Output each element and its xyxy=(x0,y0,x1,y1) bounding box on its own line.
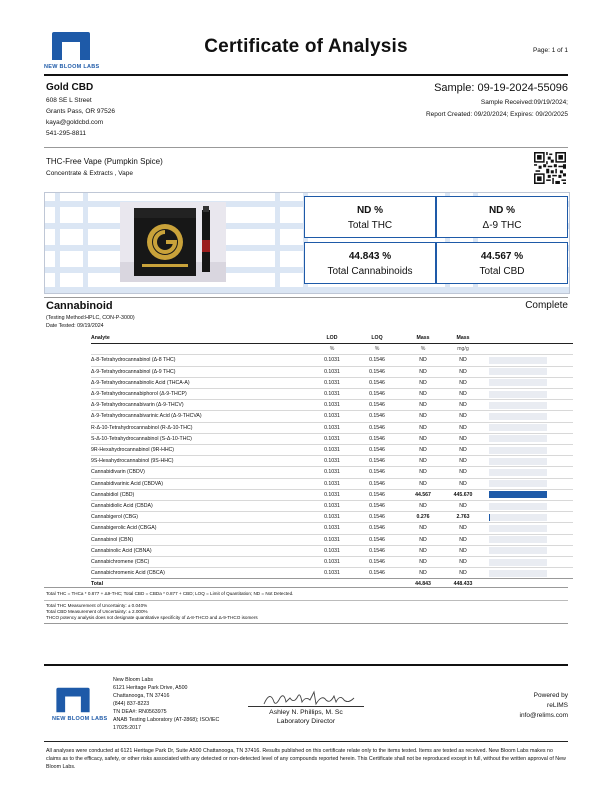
lod-cell: 0.1031 xyxy=(313,568,351,579)
sample-reported: Report Created: 09/20/2024; Expires: 09/20/2025 xyxy=(425,111,568,118)
note-thco: THCO potency analysis does not designate quantitative specificity of Δ-8-THCO and Δ-9-THCO isomers xyxy=(46,615,258,620)
result-bar-track xyxy=(489,525,547,532)
loq-cell: 0.1546 xyxy=(351,366,403,377)
total-mass-mg: 448.433 xyxy=(443,579,483,590)
total-cbd-value: 44.567 % xyxy=(480,251,524,262)
mass-mg-cell: ND xyxy=(443,523,483,534)
loq-cell: 0.1546 xyxy=(351,512,403,523)
total-cannabinoids-value: 44.843 % xyxy=(348,251,392,262)
mass-pct-cell: ND xyxy=(403,557,443,568)
qr-code-icon[interactable] xyxy=(534,152,566,184)
mass-pct-cell: ND xyxy=(403,501,443,512)
mass-pct-cell: ND xyxy=(403,400,443,411)
result-bar-cell xyxy=(483,523,573,534)
loq-cell: 0.1546 xyxy=(351,557,403,568)
table-row xyxy=(91,355,573,366)
total-thc-card xyxy=(304,196,436,238)
lod-cell: 0.1031 xyxy=(313,355,351,366)
results-table xyxy=(91,333,573,590)
mass-mg-cell: 2.763 xyxy=(443,512,483,523)
col-mass-mg: Mass xyxy=(443,333,483,344)
table-row xyxy=(91,568,573,579)
analyte-cell: Cannabidiol (CBD) xyxy=(91,489,313,500)
table-row xyxy=(91,445,573,456)
loq-cell: 0.1546 xyxy=(351,411,403,422)
result-bar-cell xyxy=(483,389,573,400)
testing-method: (Testing Method:HPLC, CON-P-3000) xyxy=(46,315,135,321)
result-bar-track xyxy=(489,447,547,454)
header-logo-text: NEW BLOOM LABS xyxy=(44,64,100,70)
lod-cell: 0.1031 xyxy=(313,501,351,512)
mass-mg-cell: ND xyxy=(443,411,483,422)
analyte-cell: Cannabinol (CBN) xyxy=(91,534,313,545)
table-row xyxy=(91,389,573,400)
result-bar-track xyxy=(489,458,547,465)
analyte-cell: S-Δ-10-Tetrahydrocannabinol (S-Δ-10-THC) xyxy=(91,433,313,444)
lod-cell: 0.1031 xyxy=(313,366,351,377)
mass-mg-cell: ND xyxy=(443,377,483,388)
lab-line-4: (844) 837-8223 xyxy=(113,701,150,707)
table-row xyxy=(91,478,573,489)
table-row xyxy=(91,512,573,523)
total-thc-value: ND % xyxy=(356,205,384,216)
result-bar-cell xyxy=(483,512,573,523)
signer-title: Laboratory Director xyxy=(276,718,336,725)
result-bar-track xyxy=(489,536,547,543)
result-bar-cell xyxy=(483,456,573,467)
section-status: Complete xyxy=(525,300,568,311)
d9-thc-label: Δ-9 THC xyxy=(482,220,522,231)
powered-by-label: Powered by xyxy=(533,692,568,699)
analyte-cell: 9S-Hexahydrocannabinol (9S-HHC) xyxy=(91,456,313,467)
product-category: Concentrate & Extracts , Vape xyxy=(46,170,133,177)
table-row xyxy=(91,534,573,545)
product-photo xyxy=(120,202,226,282)
result-bar-track xyxy=(489,368,547,375)
page-title: Certificate of Analysis xyxy=(204,36,408,57)
lod-cell: 0.1031 xyxy=(313,557,351,568)
note-thc-uncertainty: Total THC Measurement of Uncertainty: ± 0.040% xyxy=(46,603,148,608)
result-bar-track xyxy=(489,379,547,386)
product-name: THC-Free Vape (Pumpkin Spice) xyxy=(46,157,163,166)
result-bar-track xyxy=(489,357,547,364)
section-divider xyxy=(44,297,568,298)
analyte-cell: Δ-9-Tetrahydrocannabivarin (Δ-9-THCV) xyxy=(91,400,313,411)
header-divider xyxy=(44,74,568,76)
result-bar-cell xyxy=(483,377,573,388)
mass-mg-cell: ND xyxy=(443,557,483,568)
client-phone: 541-295-8811 xyxy=(46,130,86,137)
mass-pct-cell: ND xyxy=(403,433,443,444)
notes-divider xyxy=(44,587,568,588)
client-email: kaya@goldcbd.com xyxy=(46,119,104,126)
table-row xyxy=(91,545,573,556)
table-row xyxy=(91,400,573,411)
analyte-cell: Cannabigerol (CBG) xyxy=(91,512,313,523)
notes-bottom-divider xyxy=(44,623,568,624)
table-row xyxy=(91,366,573,377)
note-formula: Total THC = THCa * 0.877 + Δ9-THC; Total CBD = CBDa * 0.877 + CBD; LOQ = Limit of Quantitation; ND = Not Detected. xyxy=(46,591,294,596)
result-bar-cell xyxy=(483,545,573,556)
table-row xyxy=(91,433,573,444)
result-bar-fill xyxy=(489,491,547,498)
mass-pct-cell: ND xyxy=(403,568,443,579)
mass-mg-cell: ND xyxy=(443,389,483,400)
result-bar-track xyxy=(489,435,547,442)
total-lod xyxy=(313,579,351,590)
analyte-cell: Cannabidivarin (CBDV) xyxy=(91,467,313,478)
date-tested: Date Tested: 09/19/2024 xyxy=(46,323,104,329)
analyte-cell: Cannabichromenic Acid (CBCA) xyxy=(91,568,313,579)
lab-line-7: 17025:2017 xyxy=(113,725,141,731)
lod-cell: 0.1031 xyxy=(313,534,351,545)
lab-line-6: ANAB Testing Laboratory (AT-2868); ISO/IEC xyxy=(113,717,220,723)
mass-mg-cell: ND xyxy=(443,545,483,556)
mass-mg-cell: 445.670 xyxy=(443,489,483,500)
mass-mg-cell: ND xyxy=(443,501,483,512)
mass-mg-cell: ND xyxy=(443,478,483,489)
result-bar-cell xyxy=(483,422,573,433)
notes-divider-2 xyxy=(44,600,568,601)
total-label: Total xyxy=(91,579,313,590)
result-bar-cell xyxy=(483,355,573,366)
lod-cell: 0.1031 xyxy=(313,456,351,467)
sample-received: Sample Received:09/19/2024; xyxy=(480,99,568,106)
client-address1: 608 SE L Street xyxy=(46,97,92,104)
col-bar xyxy=(483,333,573,344)
table-row xyxy=(91,467,573,478)
loq-cell: 0.1546 xyxy=(351,545,403,556)
page-number: Page: 1 of 1 xyxy=(532,47,568,54)
loq-cell: 0.1546 xyxy=(351,433,403,444)
analyte-cell: Cannabigerolic Acid (CBGA) xyxy=(91,523,313,534)
result-bar-cell xyxy=(483,411,573,422)
mass-pct-cell: ND xyxy=(403,445,443,456)
loq-cell: 0.1546 xyxy=(351,445,403,456)
mass-pct-cell: ND xyxy=(403,422,443,433)
col-mass-pct: Mass xyxy=(403,333,443,344)
results-body xyxy=(91,355,573,579)
mass-mg-cell: ND xyxy=(443,433,483,444)
analyte-cell: 9R-Hexahydrocannabinol (9R-HHC) xyxy=(91,445,313,456)
footer-logo-text: NEW BLOOM LABS xyxy=(52,716,108,722)
analyte-cell: Cannabidiolic Acid (CBDA) xyxy=(91,501,313,512)
loq-cell: 0.1546 xyxy=(351,523,403,534)
table-row xyxy=(91,557,573,568)
result-bar-track xyxy=(489,559,547,566)
analyte-cell: Cannabichromene (CBC) xyxy=(91,557,313,568)
result-bar-track xyxy=(489,469,547,476)
result-bar-track xyxy=(489,570,547,577)
mass-pct-cell: ND xyxy=(403,456,443,467)
table-row xyxy=(91,501,573,512)
table-row xyxy=(91,411,573,422)
mass-mg-cell: ND xyxy=(443,456,483,467)
mass-pct-cell: ND xyxy=(403,411,443,422)
loq-cell: 0.1546 xyxy=(351,534,403,545)
result-bar-track xyxy=(489,547,547,554)
analyte-cell: Δ-8-Tetrahydrocannabinol (Δ-8 THC) xyxy=(91,355,313,366)
result-bar-track xyxy=(489,503,547,510)
loq-cell: 0.1546 xyxy=(351,422,403,433)
result-bar-cell xyxy=(483,557,573,568)
signature-line xyxy=(248,706,364,707)
result-bar-track xyxy=(489,424,547,431)
analyte-cell: Cannabidivarinic Acid (CBDVA) xyxy=(91,478,313,489)
loq-cell: 0.1546 xyxy=(351,400,403,411)
mass-mg-cell: ND xyxy=(443,534,483,545)
powered-by-name: reLIMS xyxy=(547,702,568,709)
mass-mg-cell: ND xyxy=(443,568,483,579)
unit-mass-pct: % xyxy=(420,346,426,353)
loq-cell: 0.1546 xyxy=(351,355,403,366)
mass-pct-cell: ND xyxy=(403,366,443,377)
signer-name: Ashley N. Phillips, M. Sc xyxy=(269,709,343,716)
result-bar-track xyxy=(489,413,547,420)
unit-lod: % xyxy=(329,346,335,353)
loq-cell: 0.1546 xyxy=(351,467,403,478)
total-cannabinoids-card xyxy=(304,242,436,284)
result-bar-cell xyxy=(483,534,573,545)
table-row xyxy=(91,489,573,500)
col-lod: LOD xyxy=(313,333,351,344)
result-bar-cell xyxy=(483,445,573,456)
col-loq: LOQ xyxy=(351,333,403,344)
mass-pct-cell: ND xyxy=(403,545,443,556)
mass-pct-cell: ND xyxy=(403,377,443,388)
mass-mg-cell: ND xyxy=(443,422,483,433)
total-thc-label: Total THC xyxy=(347,220,393,231)
mass-pct-cell: ND xyxy=(403,478,443,489)
mass-pct-cell: ND xyxy=(403,355,443,366)
lod-cell: 0.1031 xyxy=(313,389,351,400)
signature-image xyxy=(262,688,358,708)
result-bar-cell xyxy=(483,400,573,411)
table-row xyxy=(91,422,573,433)
lod-cell: 0.1031 xyxy=(313,400,351,411)
loq-cell: 0.1546 xyxy=(351,501,403,512)
result-bar-cell xyxy=(483,366,573,377)
lod-cell: 0.1031 xyxy=(313,433,351,444)
result-bar-track xyxy=(489,480,547,487)
analyte-cell: Cannabinolic Acid (CBNA) xyxy=(91,545,313,556)
total-mass-pct: 44.843 xyxy=(403,579,443,590)
analyte-cell: Δ-9-Tetrahydrocannabiphorol (Δ-9-THCP) xyxy=(91,389,313,400)
result-bar-cell xyxy=(483,478,573,489)
analyte-cell: Δ-9-Tetrahydrocannabinolic Acid (THCA-A) xyxy=(91,377,313,388)
mass-pct-cell: 44.567 xyxy=(403,489,443,500)
result-bar-track xyxy=(489,391,547,398)
note-cbd-uncertainty: Total CBD Measurement of Uncertainty: ± 2.000% xyxy=(46,609,148,614)
loq-cell: 0.1546 xyxy=(351,478,403,489)
unit-bar xyxy=(483,344,573,355)
loq-cell: 0.1546 xyxy=(351,377,403,388)
mass-mg-cell: ND xyxy=(443,355,483,366)
mass-mg-cell: ND xyxy=(443,400,483,411)
loq-cell: 0.1546 xyxy=(351,389,403,400)
mass-mg-cell: ND xyxy=(443,366,483,377)
lod-cell: 0.1031 xyxy=(313,377,351,388)
table-row xyxy=(91,377,573,388)
disclaimer-text: All analyses were conducted at 6121 Heritage Park Dr, Suite A500 Chattanooga, TN 37416. Results published on this certificate relate only to the items tested. Items are tested as received. New Bloom Labs makes no claims as to the efficacy, safety, or other risks associated with any detected or non-detected level of any compounds reported herein. This Certificate shall not be reproduced except in full, without the written approval of New Bloom Labs. xyxy=(46,748,566,770)
unit-mass-mg: mg/g xyxy=(457,346,469,353)
mass-pct-cell: ND xyxy=(403,523,443,534)
footer-logo-icon xyxy=(54,686,92,714)
total-loq xyxy=(351,579,403,590)
results-units-row xyxy=(91,344,573,355)
total-cbd-card xyxy=(436,242,568,284)
powered-by-email[interactable]: info@relims.com xyxy=(519,712,568,719)
result-bar-cell xyxy=(483,568,573,579)
section-title: Cannabinoid xyxy=(46,300,113,312)
d9-thc-card xyxy=(436,196,568,238)
lod-cell: 0.1031 xyxy=(313,545,351,556)
lab-line-5: TN DEA#: RN0563975 xyxy=(113,709,167,715)
table-row xyxy=(91,456,573,467)
results-header-row xyxy=(91,333,573,344)
mass-pct-cell: 0.276 xyxy=(403,512,443,523)
result-bar-fill xyxy=(489,514,490,521)
d9-thc-value: ND % xyxy=(488,205,516,216)
lod-cell: 0.1031 xyxy=(313,489,351,500)
lab-line-1: New Bloom Labs xyxy=(113,677,154,683)
loq-cell: 0.1546 xyxy=(351,489,403,500)
result-bar-cell xyxy=(483,467,573,478)
analyte-cell: Δ-9-Tetrahydrocannabivarinic Acid (Δ-9-THCVA) xyxy=(91,411,313,422)
mass-pct-cell: ND xyxy=(403,389,443,400)
mass-pct-cell: ND xyxy=(403,467,443,478)
result-bar-track xyxy=(489,402,547,409)
loq-cell: 0.1546 xyxy=(351,456,403,467)
table-row xyxy=(91,523,573,534)
lab-line-2: 6121 Heritage Park Drive, A500 xyxy=(113,685,188,691)
loq-cell: 0.1546 xyxy=(351,568,403,579)
mass-mg-cell: ND xyxy=(443,445,483,456)
client-name: Gold CBD xyxy=(46,82,94,93)
unit-loq: % xyxy=(374,346,380,353)
result-bar-cell xyxy=(483,433,573,444)
lod-cell: 0.1031 xyxy=(313,512,351,523)
results-total-row xyxy=(91,579,573,590)
lod-cell: 0.1031 xyxy=(313,523,351,534)
lod-cell: 0.1031 xyxy=(313,422,351,433)
result-bar-track xyxy=(489,514,547,521)
analyte-cell: R-Δ-10-Tetrahydrocannabinol (R-Δ-10-THC) xyxy=(91,422,313,433)
disclaimer-divider xyxy=(44,741,568,742)
unit-analyte xyxy=(91,344,313,355)
lod-cell: 0.1031 xyxy=(313,478,351,489)
lod-cell: 0.1031 xyxy=(313,411,351,422)
lod-cell: 0.1031 xyxy=(313,445,351,456)
result-bar-cell xyxy=(483,489,573,500)
mass-mg-cell: ND xyxy=(443,467,483,478)
lab-line-3: Chattanooga, TN 37416 xyxy=(113,693,170,699)
client-divider xyxy=(44,147,568,148)
total-cbd-label: Total CBD xyxy=(479,266,525,277)
col-analyte: Analyte xyxy=(91,333,313,344)
client-address2: Grants Pass, OR 97526 xyxy=(46,108,116,115)
lod-cell: 0.1031 xyxy=(313,467,351,478)
analyte-cell: Δ-9-Tetrahydrocannabinol (Δ-9 THC) xyxy=(91,366,313,377)
mass-pct-cell: ND xyxy=(403,534,443,545)
total-cannabinoids-label: Total Cannabinoids xyxy=(327,266,413,277)
footer-divider xyxy=(44,664,568,666)
total-bar xyxy=(483,579,573,590)
result-bar-cell xyxy=(483,501,573,512)
sample-id: Sample: 09-19-2024-55096 xyxy=(434,82,568,94)
